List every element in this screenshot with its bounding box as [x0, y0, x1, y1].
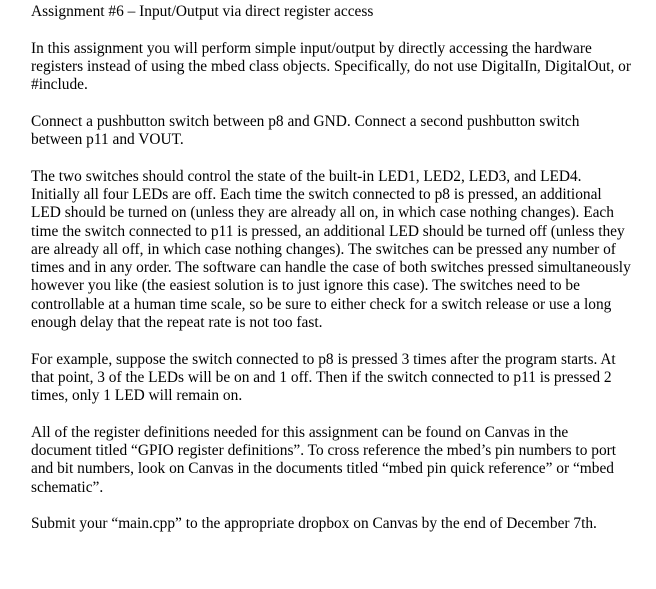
text-line: All of the register definitions needed for this assignment can be found on Canvas in the	[31, 423, 569, 441]
text-line: controllable at a human time scale, so be sure to either check for a switch release or use a long	[31, 295, 612, 313]
paragraph-references	[31, 424, 656, 497]
text-line: between p11 and VOUT.	[31, 131, 184, 149]
paragraph-intro	[31, 40, 656, 95]
text-line: #include.	[31, 76, 88, 94]
paragraph-example	[31, 351, 656, 406]
text-line: enough delay that the repeat rate is not too fast.	[31, 314, 323, 332]
text-line: and bit numbers, look on Canvas in the documents titled “mbed pin quick reference” or “mbed	[31, 460, 614, 478]
text-line: times, only 1 LED will remain on.	[31, 387, 243, 405]
text-line: Connect a pushbutton switch between p8 and GND. Connect a second pushbutton switch	[31, 112, 580, 130]
paragraph-submission	[31, 515, 656, 533]
text-line: that point, 3 of the LEDs will be on and 1 off. Then if the switch connected to p11 is pressed 2	[31, 368, 612, 386]
text-line: LED should be turned on (unless they are already all on, in which case nothing changes). Each	[31, 204, 614, 222]
text-line: time the switch connected to p11 is pressed, an additional LED should be turned off (unless they	[31, 222, 625, 240]
text-line: The two switches should control the state of the built-in LED1, LED2, LED3, and LED4.	[31, 167, 582, 185]
text-line: schematic”.	[31, 478, 104, 496]
text-line: times and in any order. The software can handle the case of both switches pressed simultaneously	[31, 259, 631, 277]
text-line: In this assignment you will perform simple input/output by directly accessing the hardware	[31, 39, 592, 57]
text-line: document titled “GPIO register definitions”. To cross reference the mbed’s pin numbers to port	[31, 442, 617, 460]
text-line: Initially all four LEDs are off. Each time the switch connected to p8 is pressed, an additional	[31, 185, 602, 203]
document-title: Assignment #6 – Input/Output via direct register access	[31, 3, 374, 20]
text-line: are already all off, in which case nothing changes). The switches can be pressed any number of	[31, 240, 616, 258]
text-line: registers instead of using the mbed class objects. Specifically, do not use DigitalIn, DigitalOut, or	[31, 57, 631, 75]
text-line: Submit your “main.cpp” to the appropriate dropbox on Canvas by the end of December 7th.	[31, 515, 597, 533]
text-line: For example, suppose the switch connected to p8 is pressed 3 times after the program starts. At	[31, 350, 616, 368]
paragraph-behavior	[31, 168, 656, 333]
paragraph-wiring	[31, 113, 656, 150]
text-line: however you like (the easiest solution is to just ignore this case). The switches need to be	[31, 277, 580, 295]
document-page	[31, 3, 656, 534]
